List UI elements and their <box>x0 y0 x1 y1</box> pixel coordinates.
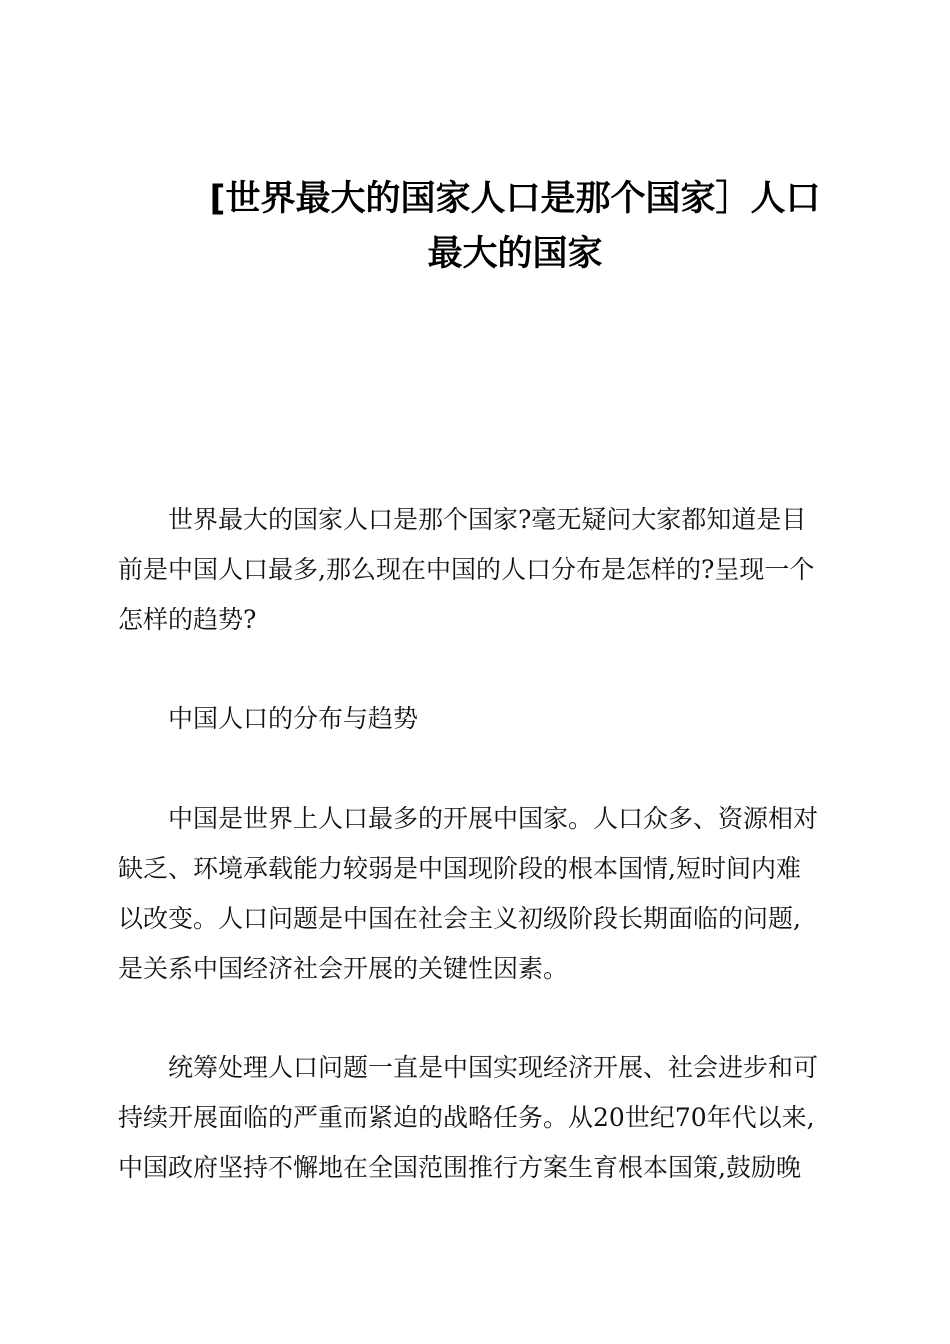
title-line-2: 最大的国家 <box>427 234 603 274</box>
paragraph-line: 统筹处理人口问题一直是中国实现经济开展、社会进步和可 <box>168 1053 819 1082</box>
paragraph-line: 缺乏、环境承载能力较弱是中国现阶段的根本国情,短时间内难 <box>118 854 801 883</box>
section-heading-text: 中国人口的分布与趋势 <box>168 704 419 733</box>
paragraph-line: 以改变。人口问题是中国在社会主义初级阶段长期面临的问题, <box>118 904 801 933</box>
paragraph-line: 怎样的趋势? <box>118 605 257 634</box>
section-heading <box>118 694 834 744</box>
paragraph-line: 持续开展面临的严重而紧迫的战略任务。从20世纪70年代以来, <box>118 1103 815 1132</box>
paragraph-line: 是关系中国经济社会开展的关键性因素。 <box>118 954 569 983</box>
paragraph-national-conditions <box>118 794 834 994</box>
paragraph-line: 中国是世界上人口最多的开展中国家。人口众多、资源相对 <box>168 804 819 833</box>
title-line-1: [世界最大的国家人口是那个国家］人口 <box>209 179 821 219</box>
paragraph-intro <box>118 495 834 645</box>
paragraph-strategy <box>118 1043 834 1193</box>
paragraph-line: 前是中国人口最多,那么现在中国的人口分布是怎样的?呈现一个 <box>118 555 815 584</box>
paragraph-line: 中国政府坚持不懈地在全国范围推行方案生育根本国策,鼓励晚 <box>118 1153 801 1182</box>
document-title <box>190 172 840 282</box>
paragraph-line: 世界最大的国家人口是那个国家?毫无疑问大家都知道是目 <box>168 505 807 534</box>
